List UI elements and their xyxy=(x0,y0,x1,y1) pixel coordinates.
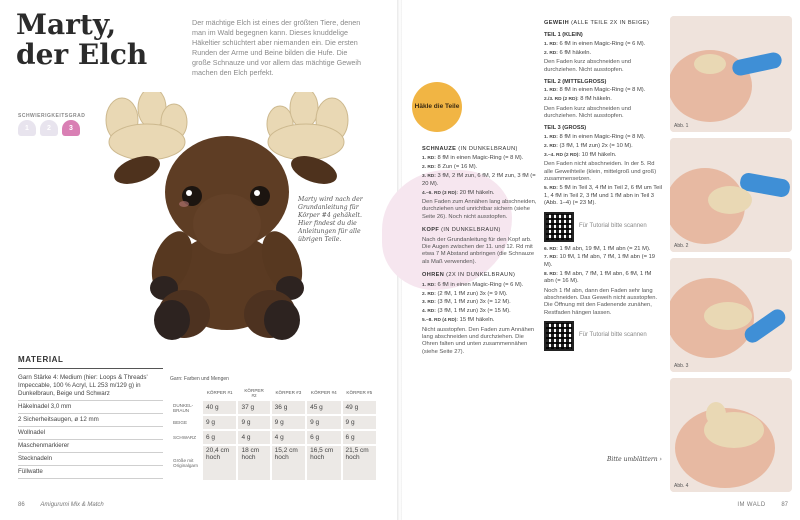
column-header: KÖRPER #4 xyxy=(307,386,340,399)
table-cell: 21,5 cm hoch xyxy=(343,446,376,480)
part2-note: Den Faden kurz abschneiden und durchziehen. Nicht ausstopfen. xyxy=(544,105,632,120)
list-item: 3.–4. RD (2 RD): 10 fM häkeln. xyxy=(544,151,617,158)
page-title xyxy=(16,10,147,70)
photo-label: Abb. 4 xyxy=(674,483,689,489)
page-number: 87 xyxy=(781,502,788,508)
part1-heading: TEIL 1 (KLEIN) xyxy=(544,32,583,39)
list-item: 8. RD: 1 fM abn, 7 fM, 1 fM abn, 6 fM, 1 fM abn (= 16 M). xyxy=(544,270,652,285)
snout-heading: SCHNAUZE (IN DUNKELBRAUN) xyxy=(422,146,518,152)
list-item: 5.–8. RD (4 RD): 15 fM häkeln. xyxy=(422,317,495,324)
table-row xyxy=(170,416,376,429)
ears-note: Nicht ausstopfen. Den Faden zum Annähen lang abschneiden und durchziehen. Die Ohren falten und unten zusammennähen (siehe Seite 27). xyxy=(422,326,535,355)
table-row xyxy=(170,431,376,444)
list-item: 2. RD: 8 Zun (= 16 M). xyxy=(422,164,478,171)
part3-note: Den Faden nicht abschneiden. In der 5. Rd alle Geweihteile (klein, mittelgroß und groß) zusammensetzen. xyxy=(544,161,657,182)
intro-text: Der mächtige Elch ist eines der größten Tiere, denen man im Wald begegnen kann. Dieses knuddelige Häkeltier schüchtert aber niemanden ein. Die ersten Runden der Arme und Beine bilden die Hufe. Die große Schnauze und vor allem das mächtige Geweih machen den Elch perfekt. xyxy=(192,18,361,77)
list-item: 2. RD: 6 fM häkeln. xyxy=(544,49,592,56)
table-header-row xyxy=(170,386,376,399)
footer-right xyxy=(737,502,788,508)
list-item: 1. RD: 8 fM in einen Magic-Ring (= 8 M). xyxy=(544,87,646,94)
table-cell: 9 g xyxy=(272,416,305,429)
material-item: Häkelnadel 3,0 mm xyxy=(18,401,163,414)
step-photo-2 xyxy=(670,138,792,252)
ears-heading: OHREN (2X IN DUNKELBRAUN) xyxy=(422,272,516,279)
title-line-1: Marty, xyxy=(16,8,117,41)
list-item: 1. RD: 8 fM in einen Magic-Ring (= 8 M). xyxy=(422,155,524,162)
head-heading: KOPF (IN DUNKELBRAUN) xyxy=(422,227,501,234)
table-cell: 6 g xyxy=(343,431,376,444)
hands-crochet-image xyxy=(670,258,792,372)
material-item: Garn Stärke 4: Medium (hier: Loops & Threads' Impeccable, 100 % Acryl, LL 253 m/129 g) in Dunkelbraun, Beige und Schwarz xyxy=(18,372,163,401)
table-cell: 45 g xyxy=(307,401,340,414)
table-cell: 36 g xyxy=(272,401,305,414)
table-cell: 6 g xyxy=(203,431,236,444)
head-note: Nach der Grundanleitung für den Kopf arb. Die Augen zwischen der 11. und 12. Rd mit etwa 7 M Abstand anbringen (die Schnauze als Maß verwenden). xyxy=(422,236,535,265)
moose-caption: Marty wird nach der Grundanleitung für Körper #4 gehäkelt. Hier findest du die Anleitungen für alle übrigen Teile. xyxy=(298,196,363,243)
table-cell: 20,4 cm hoch xyxy=(203,446,236,480)
photo-label: Abb. 1 xyxy=(674,123,689,129)
table-corner xyxy=(170,386,201,399)
qr-tutorial-2[interactable] xyxy=(544,321,662,351)
list-item: 1. RD: 6 fM in einen Magic-Ring (= 6 M). xyxy=(544,40,646,47)
part3-heading: TEIL 3 (GROSS) xyxy=(544,125,587,132)
qr-code-icon[interactable] xyxy=(544,212,574,242)
part3-note-2: Noch 1 fM abn, dann den Faden sehr lang abschneiden. Das Geweih nicht ausstopfen. Die Öffnung mit den Fadenende zunähen, Restfaden hängen lassen. xyxy=(544,287,658,316)
yarn-table xyxy=(168,384,378,482)
list-item: 2. RD: (2 fM, 1 fM zun) 3x (= 9 M). xyxy=(422,290,508,297)
table-cell: 9 g xyxy=(238,416,269,429)
hands-crochet-image xyxy=(670,138,792,252)
qr-label: Für Tutorial bitte scannen xyxy=(579,222,647,229)
table-row xyxy=(170,446,376,480)
heart-icon-2: 2 xyxy=(40,120,58,136)
step-photo-1 xyxy=(670,16,792,132)
hands-crochet-image xyxy=(670,378,792,492)
difficulty-label: SCHWIERIGKEITSGRAD xyxy=(18,113,86,119)
photo-label: Abb. 3 xyxy=(674,363,689,369)
list-item: 4. RD: (3 fM, 1 fM zun) 3x (= 15 M). xyxy=(422,308,511,315)
list-item: 2./3. RD (2 RD): 8 fM häkeln. xyxy=(544,96,612,103)
row-header: BEIGE xyxy=(170,416,201,429)
material-item: Stecknadeln xyxy=(18,453,163,466)
material-item: Maschenmarkierer xyxy=(18,440,163,453)
column-right xyxy=(544,20,662,355)
yarn-table-caption: Garn: Farben und Mengen xyxy=(170,376,229,382)
antler-right-tip-2 xyxy=(290,92,318,128)
column-header: KÖRPER #5 xyxy=(343,386,376,399)
part2-heading: TEIL 2 (MITTELGROSS) xyxy=(544,78,607,85)
difficulty-hearts xyxy=(18,120,80,136)
table-cell: 6 g xyxy=(307,431,340,444)
table-cell: 9 g xyxy=(203,416,236,429)
table-cell: 18 cm hoch xyxy=(238,446,269,480)
table-cell: 9 g xyxy=(343,416,376,429)
footer-left xyxy=(18,502,104,508)
list-item: 7. RD: 10 fM, 1 fM abn, 7 fM, 1 fM abn (= 19 M). xyxy=(544,254,656,268)
title-line-2: der Elch xyxy=(16,38,148,71)
column-left xyxy=(422,140,540,358)
column-header: KÖRPER #2 xyxy=(238,386,269,399)
qr-code-icon[interactable] xyxy=(544,321,574,351)
photo-label: Abb. 2 xyxy=(674,243,689,249)
hands-crochet-image xyxy=(670,16,792,132)
step-photo-4 xyxy=(670,378,792,492)
table-cell: 4 g xyxy=(238,431,269,444)
list-item: 3. RD: 3 fM, 2 fM zun, 6 fM, 2 fM zun, 3 fM (= 20 M). xyxy=(422,173,536,187)
section-label: IM WALD xyxy=(737,502,766,508)
table-cell: 40 g xyxy=(203,401,236,414)
left-page xyxy=(0,0,398,520)
list-item: 1. RD: 8 fM in einen Magic-Ring (= 8 M). xyxy=(544,133,646,140)
antler-left-base xyxy=(109,124,185,160)
table-cell: 15,2 cm hoch xyxy=(272,446,305,480)
list-item: 4.–6. RD (3 RD): 20 fM häkeln. xyxy=(422,189,495,196)
material-list xyxy=(18,372,163,479)
page-number: 86 xyxy=(18,502,25,508)
step-photo-3 xyxy=(670,258,792,372)
qr-tutorial-1[interactable] xyxy=(544,212,662,242)
heart-icon-1: 1 xyxy=(18,120,36,136)
row-header: Größe mit Originalgarn xyxy=(170,446,201,480)
row-header: SCHWARZ xyxy=(170,431,201,444)
right-page xyxy=(402,0,800,520)
material-item: Füllwatte xyxy=(18,466,163,479)
material-item: Wollnadel xyxy=(18,427,163,440)
antler-right-base xyxy=(268,124,344,160)
table-row xyxy=(170,401,376,414)
column-header: KÖRPER #1 xyxy=(203,386,236,399)
list-item: 2. RD: (3 fM, 1 fM zun) 2x (= 10 M). xyxy=(544,142,633,149)
table-cell: 37 g xyxy=(238,401,269,414)
instructions-badge: Häkle die Teile xyxy=(412,82,462,132)
book-title: Amigurumi Mix & Match xyxy=(40,502,104,508)
column-header: KÖRPER #3 xyxy=(272,386,305,399)
table-cell: 4 g xyxy=(272,431,305,444)
material-item: 2 Sicherheitsaugen, ø 12 mm xyxy=(18,414,163,427)
list-item: 5. RD: 5 fM in Teil 3, 4 fM in Teil 2, 6 fM um Teil 1, 4 fM in Teil 2, 3 fM und 1 fM abn in Teil 3 (Abb. 1–4) (= 23 M). xyxy=(544,185,662,207)
row-header: DUNKEL-BRAUN xyxy=(170,401,201,414)
table-cell: 49 g xyxy=(343,401,376,414)
next-page-link[interactable]: Bitte umblättern › xyxy=(607,456,662,463)
table-cell: 16,5 cm hoch xyxy=(307,446,340,480)
part1-note: Den Faden kurz abschneiden und durchziehen. Nicht ausstopfen. xyxy=(544,59,632,73)
eye-right xyxy=(250,186,270,206)
list-item: 1. RD: 6 fM in einen Magic-Ring (= 6 M). xyxy=(422,281,524,288)
material-divider xyxy=(18,368,163,369)
heart-icon-3: 3 xyxy=(62,120,80,136)
antler-heading: GEWEIH (ALLE TEILE 2X IN BEIGE) xyxy=(544,20,650,26)
table-cell: 9 g xyxy=(307,416,340,429)
qr-label: Für Tutorial bitte scannen xyxy=(579,332,647,339)
list-item: 3. RD: (3 fM, 1 fM zun) 3x (= 12 M). xyxy=(422,299,511,306)
list-item: 6. RD: 1 fM abn, 19 fM, 1 fM abn (= 21 M). xyxy=(544,245,651,252)
snout-note: Den Faden zum Annähen lang abschneiden, durchziehen und unrichtbar sichern (siehe Seite 26). Noch nicht ausstopfen. xyxy=(422,198,537,220)
material-heading: MATERIAL xyxy=(18,355,64,364)
